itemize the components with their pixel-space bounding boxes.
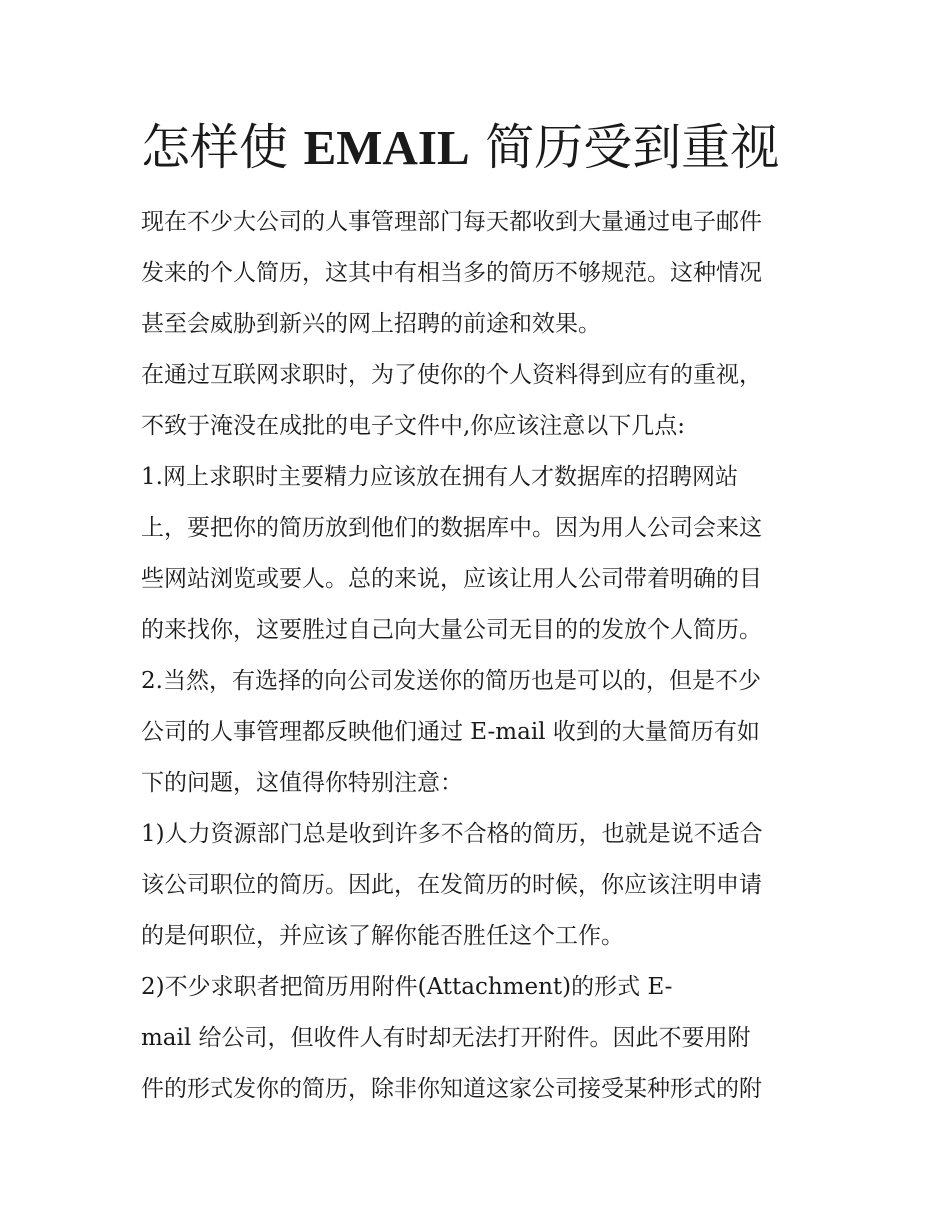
text-line-11: 公司的人事管理都反映他们通过 E-mail 收到的大量简历有如 [141,719,760,745]
text-line-3: 甚至会威胁到新兴的网上招聘的前途和效果。 [141,311,601,337]
text-line-17: mail 给公司，但收件人有时却无法打开附件。因此不要用附 [141,1025,751,1051]
text-line-8: 些网站浏览或要人。总的来说，应该让用人公司带着明确的目 [141,566,762,592]
document-title [141,112,821,184]
text-line-18: 件的形式发你的简历，除非你知道这家公司接受某种形式的附 [141,1076,762,1102]
text-line-16: 2)不少求职者把简历用附件(Attachment)的形式 E- [141,974,673,1000]
text-line-4: 在通过互联网求职时，为了使你的个人资料得到应有的重视， [141,362,762,388]
text-line-1: 现在不少大公司的人事管理部门每天都收到大量通过电子邮件 [141,209,762,235]
document-page [141,112,821,1115]
text-line-5: 不致于淹没在成批的电子文件中,你应该注意以下几点: [141,413,686,439]
text-line-12: 下的问题，这值得你特别注意： [141,770,463,796]
title-email: EMAIL [303,120,470,175]
text-line-10: 2.当然，有选择的向公司发送你的简历也是可以的，但是不少 [141,668,761,694]
text-line-9: 的来找你，这要胜过自己向大量公司无目的的发放个人简历。 [141,617,762,643]
title-part-1: 怎样使 [141,119,289,176]
text-line-14: 该公司职位的简历。因此，在发简历的时候，你应该注明申请 [141,872,762,898]
text-line-6: 1.网上求职时主要精力应该放在拥有人才数据库的招聘网站 [141,464,738,490]
text-line-15: 的是何职位，并应该了解你能否胜任这个工作。 [141,923,624,949]
title-part-3: 简历受到重视 [485,119,780,176]
document-body [141,197,821,1115]
text-line-13: 1)人力资源部门总是收到许多不合格的简历，也就是说不适合 [141,821,763,847]
text-line-7: 上，要把你的简历放到他们的数据库中。因为用人公司会来这 [141,515,762,541]
text-line-2: 发来的个人简历，这其中有相当多的简历不够规范。这种情况 [141,260,762,286]
